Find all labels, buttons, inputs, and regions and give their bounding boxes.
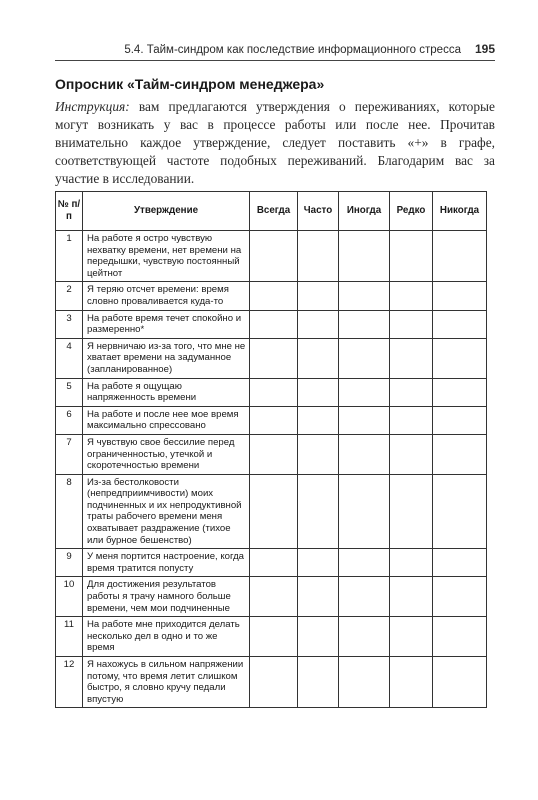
- answer-cell-rarely[interactable]: [390, 231, 433, 282]
- row-statement: Для достижения результатов работы я трачу намного больше времени, чем мои подчиненные: [83, 577, 250, 617]
- answer-cell-often[interactable]: [298, 657, 339, 708]
- answer-cell-sometimes[interactable]: [339, 474, 390, 549]
- answer-cell-sometimes[interactable]: [339, 549, 390, 577]
- answer-cell-often[interactable]: [298, 474, 339, 549]
- answer-cell-never[interactable]: [433, 231, 487, 282]
- answer-cell-sometimes[interactable]: [339, 434, 390, 474]
- answer-cell-often[interactable]: [298, 577, 339, 617]
- col-header-statement: Утверждение: [83, 192, 250, 231]
- answer-cell-sometimes[interactable]: [339, 231, 390, 282]
- answer-cell-rarely[interactable]: [390, 549, 433, 577]
- answer-cell-always[interactable]: [250, 434, 298, 474]
- answer-cell-always[interactable]: [250, 549, 298, 577]
- table-row: [56, 577, 487, 617]
- table-row: [56, 338, 487, 378]
- answer-cell-always[interactable]: [250, 282, 298, 310]
- table-row: [56, 549, 487, 577]
- answer-cell-rarely[interactable]: [390, 282, 433, 310]
- col-header-sometimes: Иногда: [339, 192, 390, 231]
- answer-cell-sometimes[interactable]: [339, 657, 390, 708]
- table-row: [56, 406, 487, 434]
- answer-cell-often[interactable]: [298, 231, 339, 282]
- col-header-rarely: Редко: [390, 192, 433, 231]
- row-number: 11: [56, 617, 83, 657]
- table-header-row: [56, 192, 487, 231]
- answer-cell-often[interactable]: [298, 406, 339, 434]
- table-row: [56, 378, 487, 406]
- answer-cell-sometimes[interactable]: [339, 282, 390, 310]
- answer-cell-rarely[interactable]: [390, 577, 433, 617]
- answer-cell-often[interactable]: [298, 378, 339, 406]
- answer-cell-always[interactable]: [250, 231, 298, 282]
- questionnaire-title: Опросник «Тайм-синдром менеджера»: [55, 76, 325, 92]
- answer-cell-always[interactable]: [250, 617, 298, 657]
- answer-cell-rarely[interactable]: [390, 378, 433, 406]
- answer-cell-often[interactable]: [298, 338, 339, 378]
- table-body: [56, 231, 487, 708]
- row-statement: Я нервничаю из-за того, что мне не хватает времени на задуманное (запланированное): [83, 338, 250, 378]
- col-header-always: Всегда: [250, 192, 298, 231]
- answer-cell-rarely[interactable]: [390, 406, 433, 434]
- answer-cell-often[interactable]: [298, 282, 339, 310]
- row-number: 1: [56, 231, 83, 282]
- answer-cell-rarely[interactable]: [390, 338, 433, 378]
- table-row: [56, 231, 487, 282]
- row-number: 5: [56, 378, 83, 406]
- answer-cell-always[interactable]: [250, 406, 298, 434]
- page-number: 195: [474, 42, 495, 56]
- answer-cell-never[interactable]: [433, 406, 487, 434]
- row-statement: Из-за бестолковости (непредприимчивости) моих подчиненных и их непродуктивной траты рабочего времени меня охватывает раздражение (тихое или бурное бешенство): [83, 474, 250, 549]
- row-number: 10: [56, 577, 83, 617]
- row-statement: У меня портится настроение, когда время тратится попусту: [83, 549, 250, 577]
- row-number: 7: [56, 434, 83, 474]
- row-statement: Я чувствую свое бессилие перед ограниченностью, утечкой и скоротечностью времени: [83, 434, 250, 474]
- answer-cell-always[interactable]: [250, 338, 298, 378]
- row-statement: На работе я ощущаю напряженность времени: [83, 378, 250, 406]
- answer-cell-never[interactable]: [433, 378, 487, 406]
- answer-cell-sometimes[interactable]: [339, 406, 390, 434]
- col-header-never: Никогда: [433, 192, 487, 231]
- row-number: 4: [56, 338, 83, 378]
- answer-cell-always[interactable]: [250, 474, 298, 549]
- table-row: [56, 657, 487, 708]
- col-header-often: Часто: [298, 192, 339, 231]
- answer-cell-sometimes[interactable]: [339, 577, 390, 617]
- answer-cell-never[interactable]: [433, 338, 487, 378]
- answer-cell-often[interactable]: [298, 617, 339, 657]
- answer-cell-rarely[interactable]: [390, 474, 433, 549]
- row-statement: На работе и после нее мое время максимально спрессовано: [83, 406, 250, 434]
- answer-cell-sometimes[interactable]: [339, 617, 390, 657]
- table-row: [56, 434, 487, 474]
- row-statement: Я нахожусь в сильном напряжении потому, что время летит слишком быстро, я словно кручу педали впустую: [83, 657, 250, 708]
- row-number: 2: [56, 282, 83, 310]
- row-number: 3: [56, 310, 83, 338]
- answer-cell-often[interactable]: [298, 434, 339, 474]
- header-rule: [55, 60, 495, 61]
- answer-cell-always[interactable]: [250, 378, 298, 406]
- answer-cell-sometimes[interactable]: [339, 310, 390, 338]
- answer-cell-sometimes[interactable]: [339, 378, 390, 406]
- instruction-text: вам предлагаются утверждения о переживаниях, которые могут возникать у вас в процессе работы или после нее. Прочитав внимательно каждое утверждение, следует поставить «+» в графе, соответствующей частоте подобных переживаний. Благодарим вас за участие в исследовании.: [55, 99, 496, 186]
- instruction-lead: Инструкция:: [55, 99, 130, 114]
- answer-cell-often[interactable]: [298, 310, 339, 338]
- answer-cell-rarely[interactable]: [390, 657, 433, 708]
- answer-cell-never[interactable]: [433, 282, 487, 310]
- table-row: [56, 617, 487, 657]
- row-statement: На работе время течет спокойно и размеренно*: [83, 310, 250, 338]
- answer-cell-rarely[interactable]: [390, 434, 433, 474]
- row-number: 12: [56, 657, 83, 708]
- answer-cell-never[interactable]: [433, 657, 487, 708]
- questionnaire-table: [55, 191, 487, 708]
- table-row: [56, 282, 487, 310]
- answer-cell-always[interactable]: [250, 657, 298, 708]
- instruction-paragraph: [55, 98, 495, 188]
- answer-cell-never[interactable]: [433, 549, 487, 577]
- col-header-number: № п/п: [56, 192, 83, 231]
- answer-cell-never[interactable]: [433, 577, 487, 617]
- running-title: 5.4. Тайм-синдром как последствие информационного стресса: [124, 44, 461, 56]
- answer-cell-rarely[interactable]: [390, 310, 433, 338]
- row-statement: На работе мне приходится делать несколько дел в одно и то же время: [83, 617, 250, 657]
- row-number: 6: [56, 406, 83, 434]
- answer-cell-never[interactable]: [433, 434, 487, 474]
- row-statement: На работе я остро чувствую нехватку времени, нет времени на передышки, чувствую постоянный цейтнот: [83, 231, 250, 282]
- row-number: 8: [56, 474, 83, 549]
- answer-cell-rarely[interactable]: [390, 617, 433, 657]
- answer-cell-never[interactable]: [433, 310, 487, 338]
- row-statement: Я теряю отсчет времени: время словно проваливается куда-то: [83, 282, 250, 310]
- running-header: [55, 42, 495, 56]
- answer-cell-never[interactable]: [433, 474, 487, 549]
- table-row: [56, 474, 487, 549]
- answer-cell-sometimes[interactable]: [339, 338, 390, 378]
- answer-cell-often[interactable]: [298, 549, 339, 577]
- answer-cell-never[interactable]: [433, 617, 487, 657]
- row-number: 9: [56, 549, 83, 577]
- answer-cell-always[interactable]: [250, 310, 298, 338]
- answer-cell-always[interactable]: [250, 577, 298, 617]
- table-row: [56, 310, 487, 338]
